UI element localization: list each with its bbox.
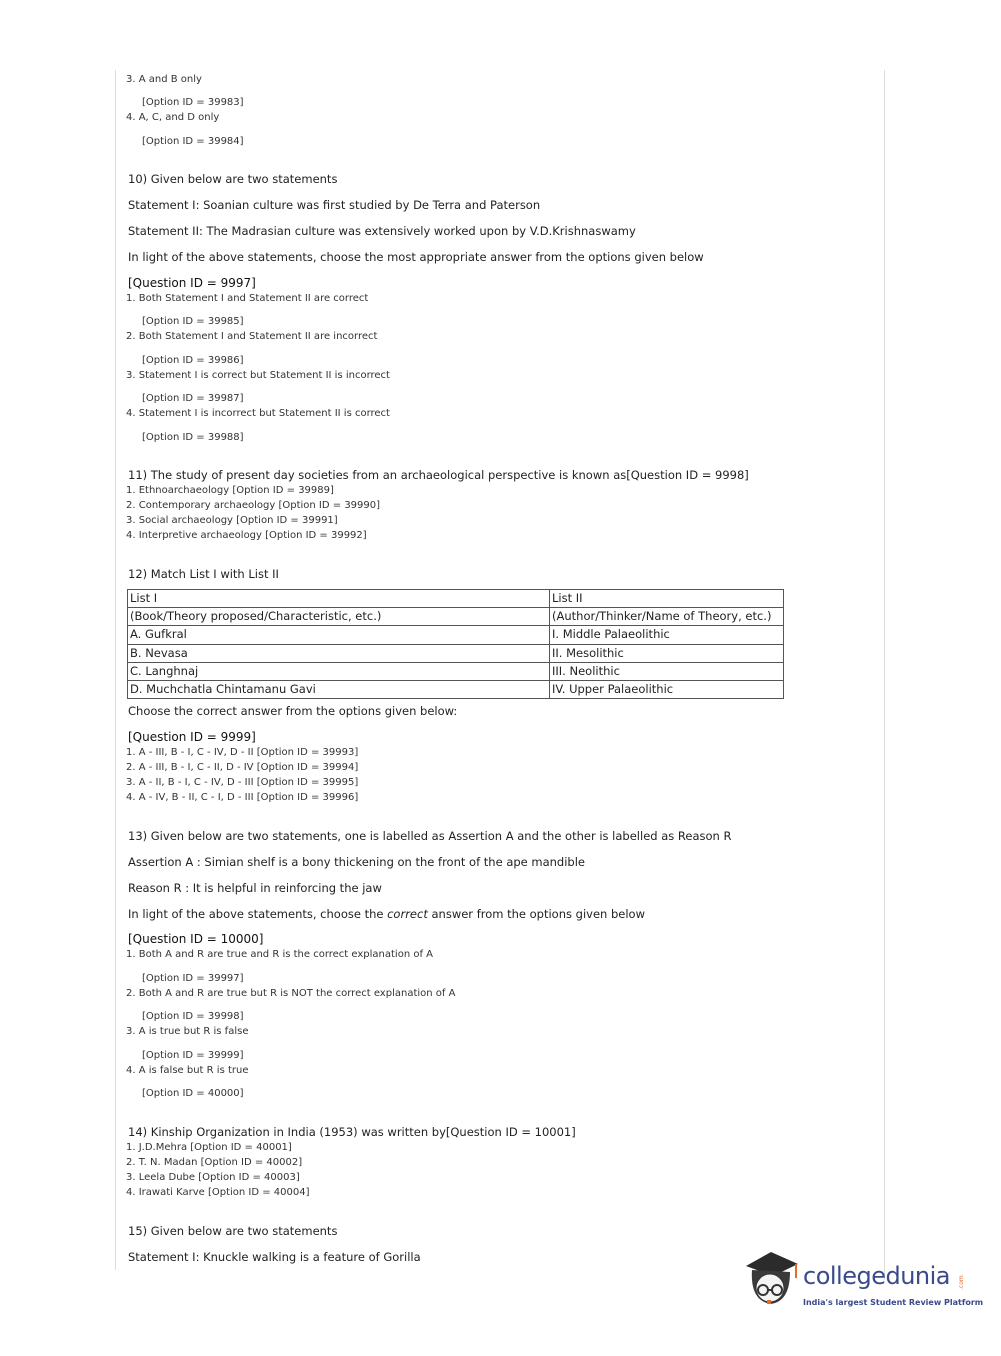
table-cell: I. Middle Palaeolithic xyxy=(550,626,784,644)
table-cell: C. Langhnaj xyxy=(128,662,550,680)
table-cell: B. Nevasa xyxy=(128,644,550,662)
q9-option-4-id: [Option ID = 39984] xyxy=(142,136,244,147)
right-margin-line xyxy=(884,70,885,1280)
q10-instruction: In light of the above statements, choose the most appropriate answer from the options given below xyxy=(128,250,704,264)
q11-title: 11) The study of present day societies from an archaeological perspective is known as[Question ID = 9998] xyxy=(128,468,749,482)
q13-option-3: 3. A is true but R is false xyxy=(126,1026,249,1037)
table-row xyxy=(128,644,784,662)
q14-option-3: 3. Leela Dube [Option ID = 40003] xyxy=(126,1172,300,1183)
q13-option-2-id: [Option ID = 39998] xyxy=(142,1011,244,1022)
table-row xyxy=(128,680,784,698)
table-row xyxy=(128,590,784,608)
collegedunia-mascot-icon xyxy=(740,1250,802,1320)
q13-option-4-id: [Option ID = 40000] xyxy=(142,1088,244,1099)
table-cell: D. Muchchatla Chintamanu Gavi xyxy=(128,680,550,698)
match-table xyxy=(127,589,784,699)
table-row xyxy=(128,662,784,680)
collegedunia-com-suffix: .com xyxy=(958,1275,965,1290)
q14-option-1: 1. J.D.Mehra [Option ID = 40001] xyxy=(126,1142,292,1153)
q13-question-id: [Question ID = 10000] xyxy=(128,932,264,946)
q11-option-3: 3. Social archaeology [Option ID = 39991] xyxy=(126,515,338,526)
q12-option-4: 4. A - IV, B - II, C - I, D - III [Option ID = 39996] xyxy=(126,792,359,803)
q9-option-3-id: [Option ID = 39983] xyxy=(142,97,244,108)
q13-instruction xyxy=(128,907,645,921)
q13-option-4: 4. A is false but R is true xyxy=(126,1065,249,1076)
q10-option-1: 1. Both Statement I and Statement II are correct xyxy=(126,293,369,304)
q10-question-id: [Question ID = 9997] xyxy=(128,276,256,290)
q13-option-3-id: [Option ID = 39999] xyxy=(142,1050,244,1061)
q13-instruction-post: answer from the options given below xyxy=(427,907,645,921)
table-cell: III. Neolithic xyxy=(550,662,784,680)
q10-option-3: 3. Statement I is correct but Statement II is incorrect xyxy=(126,370,390,381)
q10-option-2-id: [Option ID = 39986] xyxy=(142,355,244,366)
q13-reason: Reason R : It is helpful in reinforcing the jaw xyxy=(128,881,382,895)
q14-option-4: 4. Irawati Karve [Option ID = 40004] xyxy=(126,1187,310,1198)
table-cell: (Author/Thinker/Name of Theory, etc.) xyxy=(550,608,784,626)
table-cell: IV. Upper Palaeolithic xyxy=(550,680,784,698)
q15-title: 15) Given below are two statements xyxy=(128,1224,338,1238)
table-cell: A. Gufkral xyxy=(128,626,550,644)
q11-option-4: 4. Interpretive archaeology [Option ID = 39992] xyxy=(126,530,367,541)
q10-option-4-id: [Option ID = 39988] xyxy=(142,432,244,443)
q11-option-1: 1. Ethnoarchaeology [Option ID = 39989] xyxy=(126,485,334,496)
table-cell: (Book/Theory proposed/Characteristic, etc.) xyxy=(128,608,550,626)
table-row xyxy=(128,608,784,626)
q13-instruction-pre: In light of the above statements, choose the xyxy=(128,907,388,921)
q15-statement-1: Statement I: Knuckle walking is a feature of Gorilla xyxy=(128,1250,421,1264)
q10-option-2: 2. Both Statement I and Statement II are incorrect xyxy=(126,331,378,342)
q10-option-1-id: [Option ID = 39985] xyxy=(142,316,244,327)
q12-option-1: 1. A - III, B - I, C - IV, D - II [Option ID = 39993] xyxy=(126,747,359,758)
q9-option-4: 4. A, C, and D only xyxy=(126,112,220,123)
table-cell: II. Mesolithic xyxy=(550,644,784,662)
q13-option-1: 1. Both A and R are true and R is the correct explanation of A xyxy=(126,949,434,960)
q11-option-2: 2. Contemporary archaeology [Option ID = 39990] xyxy=(126,500,381,511)
table-cell: List I xyxy=(128,590,550,608)
q13-assertion: Assertion A : Simian shelf is a bony thickening on the front of the ape mandible xyxy=(128,855,585,869)
q12-option-3: 3. A - II, B - I, C - IV, D - III [Option ID = 39995] xyxy=(126,777,359,788)
q10-statement-1: Statement I: Soanian culture was first studied by De Terra and Paterson xyxy=(128,198,541,212)
q10-title: 10) Given below are two statements xyxy=(128,172,338,186)
collegedunia-wordmark: collegedunia xyxy=(803,1262,951,1290)
q10-statement-2: Statement II: The Madrasian culture was extensively worked upon by V.D.Krishnaswamy xyxy=(128,224,636,238)
collegedunia-tagline: India's largest Student Review Platform xyxy=(803,1298,984,1307)
q14-title: 14) Kinship Organization in India (1953) was written by[Question ID = 10001] xyxy=(128,1125,576,1139)
q13-option-1-id: [Option ID = 39997] xyxy=(142,973,244,984)
left-margin-line xyxy=(115,70,116,1270)
q12-question-id: [Question ID = 9999] xyxy=(128,730,256,744)
table-row xyxy=(128,626,784,644)
q13-option-2: 2. Both A and R are true but R is NOT the correct explanation of A xyxy=(126,988,456,999)
q14-option-2: 2. T. N. Madan [Option ID = 40002] xyxy=(126,1157,303,1168)
q13-instruction-emphasis: correct xyxy=(387,907,428,921)
q9-option-3: 3. A and B only xyxy=(126,74,202,85)
q10-option-3-id: [Option ID = 39987] xyxy=(142,393,244,404)
table-cell: List II xyxy=(550,590,784,608)
q12-instruction: Choose the correct answer from the options given below: xyxy=(128,704,458,718)
q12-option-2: 2. A - III, B - I, C - II, D - IV [Option ID = 39994] xyxy=(126,762,359,773)
q13-title: 13) Given below are two statements, one is labelled as Assertion A and the other is labelled as Reason R xyxy=(128,829,732,843)
q12-title: 12) Match List I with List II xyxy=(128,567,279,581)
q10-option-4: 4. Statement I is incorrect but Statement II is correct xyxy=(126,408,390,419)
